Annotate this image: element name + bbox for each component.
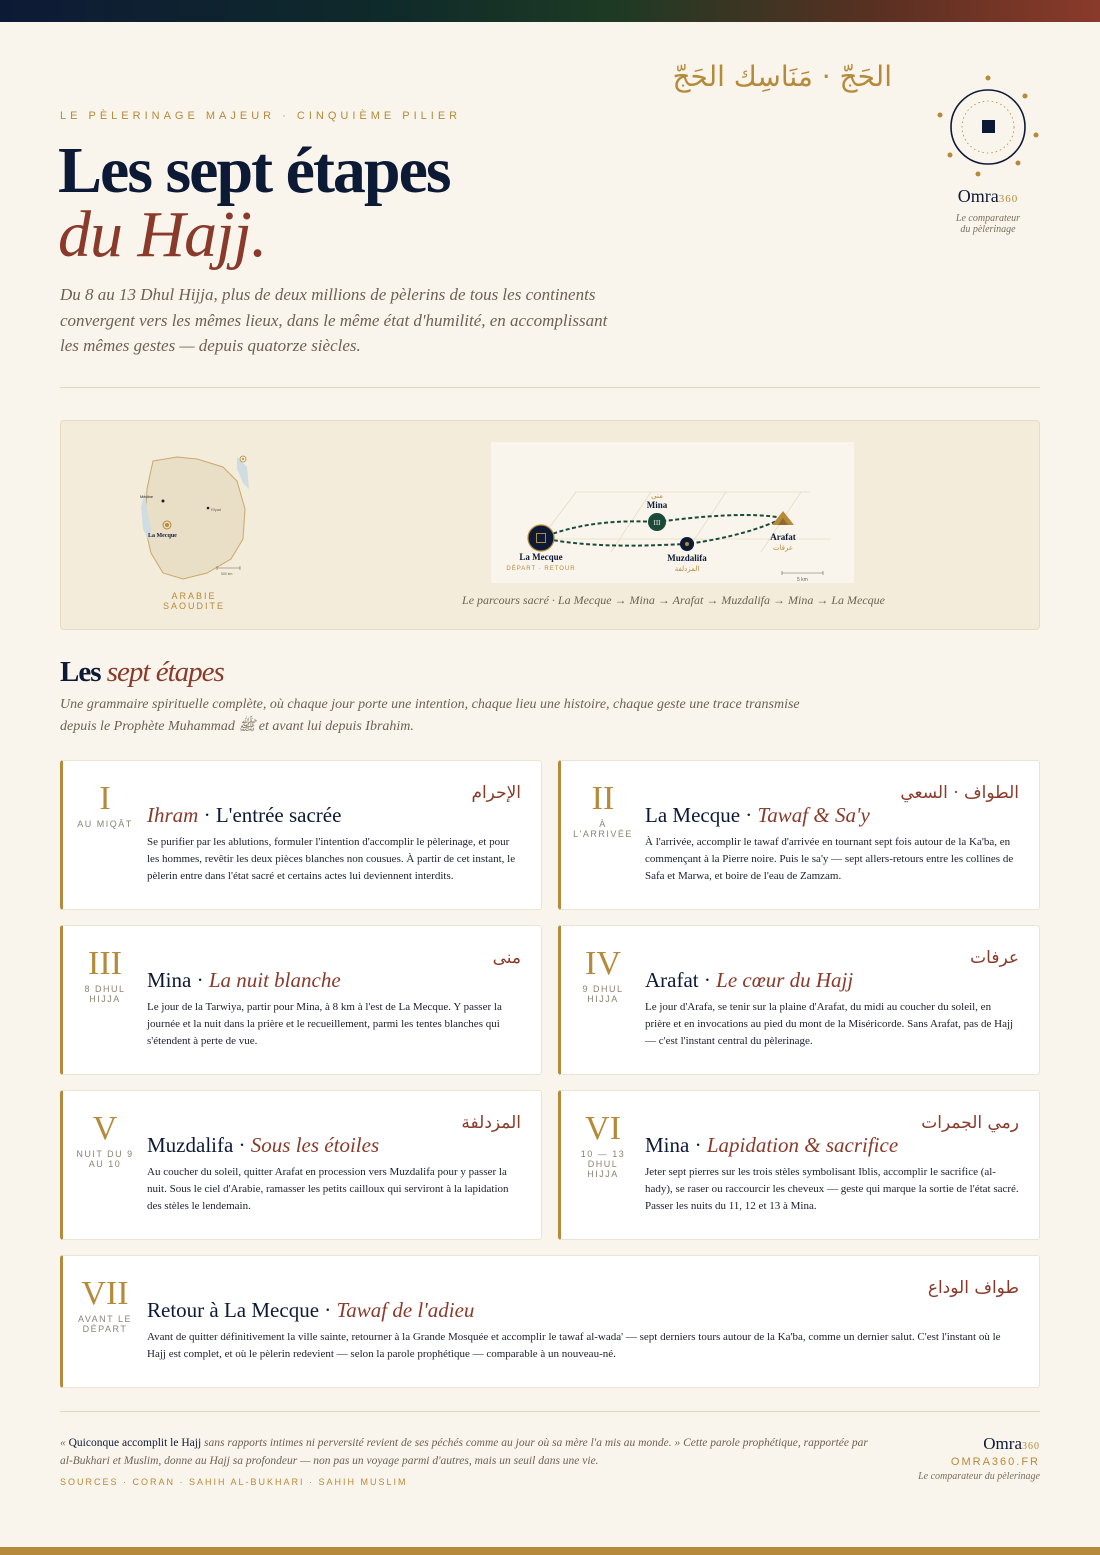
step-arabic: عرفات (970, 948, 1019, 968)
mina-number: III (653, 519, 661, 527)
country-label: ARABIE SAOUDITE (162, 591, 225, 611)
city-medina: Médine (140, 494, 154, 499)
step-text: Le jour d'Arafa, se tenir sur la plaine d'Arafat, du midi au coucher du soleil, en prière et en invocations au pied du mont de la Miséricorde. Sans Arafat, pas de Hajj — c'est l'instant central du pèlerinage. (645, 1001, 1014, 1047)
bottom-gold-bar (0, 1547, 1100, 1555)
step-when: AU MIQÂT (77, 819, 133, 829)
step-text: Le jour de la Tarwiya, partir pour Mina, à 8 km à l'est de La Mecque. Y passer la journée et la nuit dans la prière et le recueillement, parmi les tentes blanches qui s'étendent à perte de vue. (147, 1001, 502, 1047)
footer-quote: « Quiconque accomplit le Hajj sans rapports intimes ni perversité revient de ses péchés comme au jour où sa mère l'a mis au monde. » Cette parole prophétique, rapportée par al-Bukhari et Muslim, donne au Hajj sa profondeur — non pas un voyage parmi d'autres, mais un seuil dans une vie. (60, 1437, 868, 1467)
svg-text:5 km: 5 km (797, 577, 808, 583)
step-card-1 (60, 760, 542, 910)
step-number: IV (585, 945, 621, 982)
route-caption: Le parcours sacré · La Mecque → Mina → Arafat → Muzdalifa → Mina → La Mecque (462, 593, 885, 607)
eyebrow-text: LE PÈLERINAGE MAJEUR · CINQUIÈME PILIER (60, 110, 462, 122)
step-text: Avant de quitter définitivement la ville sainte, retourner à la Grande Mosquée et accomplir le tawaf al-wada' — sept derniers tours autour de la Ka'ba, comme un dernier salut. C'est l'instant où le Hajj est complet, et où le pèlerin redevient — selon la parole prophétique — comparable à un nouveau-né. (147, 1331, 1001, 1360)
brand-name: Omra360 (957, 186, 1019, 206)
muzdalifa-arabic: المزدلفة (674, 565, 700, 573)
step-arabic: طواف الوداع (927, 1278, 1019, 1298)
city-riyadh: Riyad (211, 507, 222, 512)
step-number: VI (585, 1110, 621, 1147)
step-card-5 (60, 1090, 542, 1240)
step-arabic: الطواف · السعي (900, 783, 1019, 803)
intro-paragraph: Du 8 au 13 Dhul Hijja, plus de deux millions de pèlerins de tous les continents convergent vers les mêmes lieux, dans le même état d'humilité, en accomplissant les mêmes gestes — depuis quatorze siècles. (60, 285, 608, 355)
svg-text:500 km: 500 km (221, 572, 233, 576)
section-title: Les sept étapes (60, 656, 224, 688)
footer-brand-name: Omra360 (983, 1434, 1040, 1453)
page-title: Les sept étapes (58, 134, 450, 207)
sources-line: SOURCES · CORAN · SAHIH AL-BUKHARI · SAHIH MUSLIM (60, 1477, 408, 1487)
muzdalifa-label: Muzdalifa (667, 553, 707, 563)
mecca-sub: DÉPART · RETOUR (506, 566, 576, 572)
step-number: VII (81, 1275, 129, 1312)
step-number: V (92, 1110, 118, 1147)
mina-label: Mina (646, 500, 668, 510)
step-when: AVANT LE DÉPART (77, 1314, 133, 1334)
step-when: À L'ARRIVÉE (573, 819, 633, 839)
map-panel (60, 420, 1040, 630)
step-title: Mina · La nuit blanche (147, 968, 341, 992)
step-when: 9 DHUL HIJJA (582, 984, 624, 1004)
step-title: Ihram · L'entrée sacrée (147, 803, 342, 827)
step-card-6 (558, 1090, 1040, 1240)
step-number: I (99, 780, 111, 817)
mecca-label: La Mecque (519, 552, 563, 562)
step-card-3 (60, 925, 542, 1075)
footer-tagline: Le comparateur du pèlerinage (918, 1471, 1040, 1482)
step-text: Au coucher du soleil, quitter Arafat en procession vers Muzdalifa pour y passer la nuit. Sous le ciel d'Arabie, ramasser les petits cailloux qui serviront à la lapidation des stèles le lendemain. (147, 1166, 509, 1212)
step-text: Jeter sept pierres sur les trois stèles symbolisant Iblis, accomplir le sacrifice (al- hady), se raser ou raccourcir les cheveux — geste qui marque la sortie de l'état sacré. Passer les nuits du 11, 12 et 13 à Mina. (645, 1166, 1019, 1212)
step-card-7 (60, 1255, 1040, 1388)
step-when: NUIT DU 9 AU 10 (76, 1149, 134, 1169)
page-title-italic: du Hajj. (58, 198, 267, 271)
step-card-4 (558, 925, 1040, 1075)
top-gradient-bar (0, 0, 1100, 22)
step-number: III (88, 945, 122, 982)
step-title: Muzdalifa · Sous les étoiles (147, 1133, 380, 1157)
footer-brand[interactable] (918, 1434, 1040, 1482)
brand-logo[interactable] (930, 70, 1046, 250)
step-title: Arafat · Le cœur du Hajj (645, 968, 854, 992)
step-text: Se purifier par les ablutions, formuler l'intention d'accomplir le pèlerinage, et pour les hommes, revêtir les deux pièces blanches non cousues. À partir de cet instant, le pèlerin entre dans l'état sacré et certains actes lui deviennent interdits. (147, 836, 516, 882)
step-when: 8 DHUL HIJJA (84, 984, 126, 1004)
arabic-title: الحَجّ · مَنَاسِك الحَجّ (672, 60, 892, 93)
step-number: II (591, 780, 615, 817)
saudi-map (137, 449, 257, 589)
step-title: Mina · Lapidation & sacrifice (645, 1133, 899, 1157)
mina-arabic: منى (651, 492, 663, 500)
divider (60, 387, 1040, 388)
step-arabic: الإحرام (471, 783, 521, 803)
arafat-arabic: عرفات (772, 544, 794, 552)
step-title: La Mecque · Tawaf & Sa'y (645, 803, 870, 827)
step-text: À l'arrivée, accomplir le tawaf d'arrivée en tournant sept fois autour de la Ka'ba, en commençant à la Pierre noire. Puis le sa'y — sept allers-retours entre les collines de Safa et Marwa, et boire de l'eau de Zamzam. (645, 836, 1014, 882)
city-mecca: La Mecque (148, 533, 177, 539)
divider (60, 1411, 1040, 1412)
brand-tagline: Le comparateur du pèlerinage (955, 213, 1021, 235)
footer-site-link[interactable]: OMRA360.FR (950, 1456, 1040, 1468)
step-card-2 (558, 760, 1040, 910)
arafat-label: Arafat (770, 532, 796, 542)
step-title: Retour à La Mecque · Tawaf de l'adieu (147, 1298, 475, 1322)
route-diagram (491, 442, 854, 583)
kaaba-sun-icon (930, 70, 1046, 180)
step-arabic: المزدلفة (461, 1113, 521, 1133)
section-description: Une grammaire spirituelle complète, où chaque jour porte une intention, chaque lieu une histoire, chaque geste une trace transmise depuis le Prophète Muhammad ﷺ et avant lui depuis Ibrahim. (60, 697, 800, 734)
step-when: 10 — 13 DHUL HIJJA (580, 1149, 626, 1179)
step-arabic: منى (492, 948, 521, 968)
step-arabic: رمي الجمرات (921, 1113, 1019, 1133)
